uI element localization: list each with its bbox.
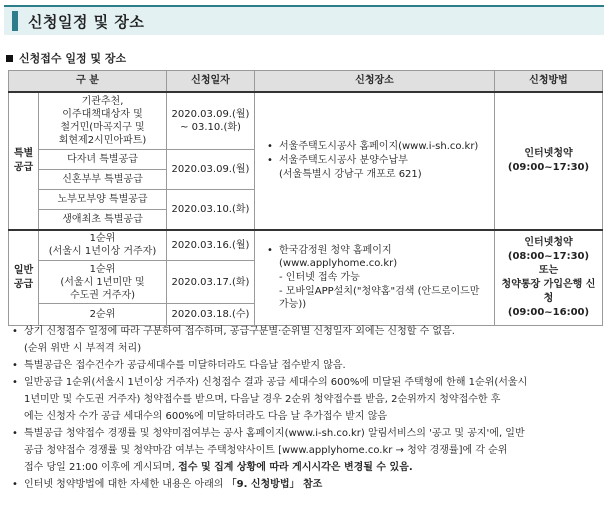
- special-row-label: 노부모부양 특별공급: [39, 190, 167, 210]
- note-bullet: •: [12, 377, 18, 388]
- special-supply-category: 특별 공급: [9, 92, 39, 230]
- title-accent-bar: [12, 11, 18, 31]
- special-place: • 서울주택도시공사 홈페이지(www.i-sh.co.kr) • 서울주택도시공사 분양수납부 (서울특별시 강남구 개포로 621): [255, 92, 495, 230]
- special-row-label: 신혼부부 특별공급: [39, 170, 167, 190]
- general-row-label: 1순위 (서울시 1년미만 및 수도권 거주자): [39, 261, 167, 304]
- schedule-table: [8, 70, 603, 326]
- special-method: 인터넷청약 (09:00~17:30): [495, 92, 603, 230]
- general-supply-category: 일반 공급: [9, 230, 39, 326]
- emphasis-text: 접수 및 집계 상황에 따라 게시시각은 변경될 수 있음.: [178, 462, 413, 473]
- note-item: • 일반공급 1순위(서울시 1년이상 거주자) 신청접수 결과 공급 세대수의 600%에 미달된 주택형에 한해 1순위(서울시 1년미만 및 수도권 거주자) 청약접수를 받으며, 다음날 경우 2순위 청약접수를 받음, 2순위까지 청약접수한 후 에는 신청자 수가 공급 세대수의 600%에 미달하더라도 다음 날 추가접수 받지 않음: [10, 374, 606, 425]
- note-bullet: •: [12, 428, 18, 439]
- header-date: 신청일자: [167, 71, 255, 92]
- table-header-row: [9, 71, 603, 92]
- general-date: 2020.03.18.(수): [167, 304, 255, 326]
- special-row-label: 다자녀 특별공급: [39, 150, 167, 170]
- special-date: 2020.03.09.(월): [167, 150, 255, 190]
- table-row: [9, 92, 603, 150]
- note-item: • 특별공급은 접수건수가 공급세대수를 미달하더라도 다음날 접수받지 않음.: [10, 357, 606, 374]
- square-bullet-icon: [6, 55, 13, 62]
- note-item: • 인터넷 청약방법에 대한 자세한 내용은 아래의 「9. 신청방법」 참조: [10, 476, 606, 493]
- page-title: [4, 5, 604, 35]
- general-date: 2020.03.17.(화): [167, 261, 255, 304]
- note-bullet: •: [12, 360, 18, 371]
- note-bullet: •: [12, 479, 18, 490]
- note-item: • 상기 신청접수 일정에 따라 구분하여 접수하며, 공급구분별·순위별 신청일자 외에는 신청할 수 없음. (순위 위반 시 부적격 처리): [10, 323, 606, 357]
- note-item: • 특별공급 청약접수 경쟁률 및 청약미접여부는 공사 홈페이지(www.i-sh.co.kr) 알림서비스의 '공고 및 공지'에, 일반 공급 청약접수 경쟁률 및 청약마감 여부는 주택청약사이트 [www.applyhome.co.kr → 청약 경쟁률]에 각 순위 접수 당일 21:00 이후에 게시되며, 접수 및 집계 상황에 따라 게시시각은 변경될 수 있음.: [10, 425, 606, 476]
- general-place: • 한국감정원 청약 홈페이지 (www.applyhome.co.kr) - 인터넷 접속 가능 - 모바일APP설치("청약홈"검색 (안드로이드만 가능)): [255, 230, 495, 326]
- special-row-label: 생애최초 특별공급: [39, 210, 167, 230]
- note-bullet: •: [12, 326, 18, 337]
- general-row-label: 2순위: [39, 304, 167, 326]
- page-title-text: 신청일정 및 장소: [28, 12, 145, 31]
- section-heading: [6, 50, 126, 66]
- general-method: 인터넷청약 (08:00~17:30) 또는 청약통장 가입은행 신청 (09:00~16:00): [495, 230, 603, 326]
- table-row: [9, 230, 603, 261]
- header-method: 신청방법: [495, 71, 603, 92]
- section-reference: 「9. 신청방법」 참조: [226, 479, 323, 490]
- header-place: 신청장소: [255, 71, 495, 92]
- special-row-label: 기관추천, 이주대책대상자 및 철거민(마곡지구 및 회현제2시민아파트): [39, 92, 167, 150]
- section-heading-text: 신청접수 일정 및 장소: [19, 52, 127, 65]
- notes-list: [10, 323, 606, 493]
- header-category: 구 분: [9, 71, 167, 92]
- special-date-range: 2020.03.09.(월) ~ 03.10.(화): [167, 92, 255, 150]
- general-row-label: 1순위 (서울시 1년이상 거주자): [39, 230, 167, 261]
- general-date: 2020.03.16.(월): [167, 230, 255, 261]
- special-date: 2020.03.10.(화): [167, 190, 255, 230]
